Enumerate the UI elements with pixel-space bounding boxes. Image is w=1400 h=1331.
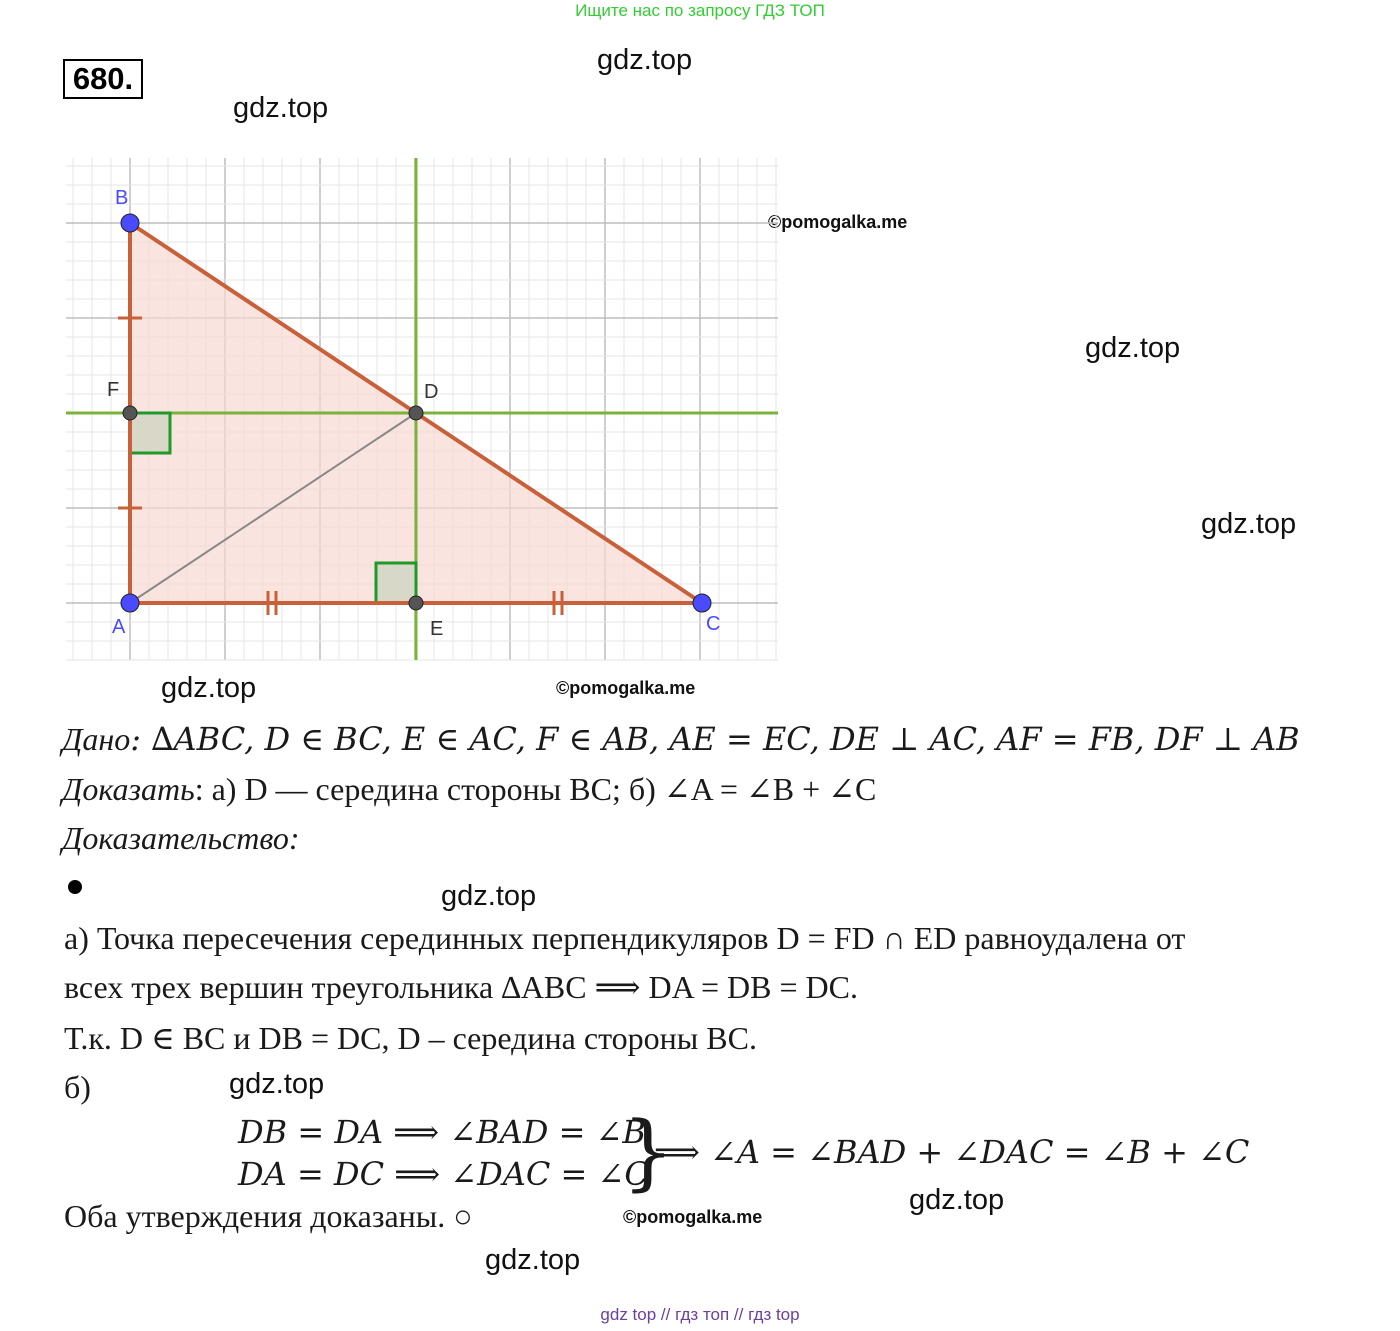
watermark: gdz.top [161, 672, 257, 704]
right-angle-e [376, 563, 416, 603]
watermark: gdz.top [441, 880, 537, 912]
watermark: gdz.top [597, 44, 693, 76]
proof-a-line3: Т.к. D ∈ BC и DB = DC, D – середина стороны BC. [64, 1020, 757, 1056]
proof-label: Доказательство: [62, 820, 300, 856]
label-d: D [424, 381, 439, 403]
proof-a-line2: всех трех вершин треугольника ∆ABC ⟹ DA = DB = DC. [64, 969, 858, 1005]
label-c: C [706, 613, 721, 635]
watermark: gdz.top [485, 1244, 581, 1276]
prove-text: : а) D — середина стороны BC; б) ∠A = ∠B + ∠C [194, 771, 877, 807]
problem-number: 680. [63, 59, 143, 99]
prove-label: Доказать [62, 771, 195, 807]
vertex-b [121, 214, 139, 232]
given-line [62, 719, 1300, 759]
point-f [123, 406, 137, 420]
final-statement: Оба утверждения доказаны. ○ [64, 1198, 473, 1234]
system-line-1: DB = DA ⟹ ∠BAD = ∠B [238, 1113, 646, 1151]
label-b: B [115, 187, 129, 209]
footer-links: gdz top // гдз топ // гдз top [600, 1305, 800, 1324]
triangle-figure [0, 0, 800, 670]
watermark: gdz.top [1085, 332, 1181, 364]
copyright-mark: ©pomogalka.me [623, 1207, 763, 1227]
conclusion: ⟹ ∠A = ∠BAD + ∠DAC = ∠B + ∠C [654, 1133, 1250, 1171]
watermark: gdz.top [229, 1068, 325, 1100]
label-f: F [107, 379, 120, 401]
copyright-mark: ©pomogalka.me [768, 212, 908, 232]
search-banner: Ищите нас по запросу ГДЗ ТОП [575, 1, 825, 20]
label-a: A [112, 616, 126, 638]
watermark: gdz.top [909, 1184, 1005, 1216]
point-e [409, 596, 423, 610]
proof-b-label: б) [64, 1069, 91, 1105]
proof-a-line1: а) Точка пересечения серединных перпендикуляров D = FD ∩ ED равноудалена от [64, 920, 1186, 956]
vertex-a [121, 594, 139, 612]
given-text: : ∆ABC, D ∈ BC, E ∈ AC, F ∈ AB, AE = EC, DE ⊥ AC, AF = FB, DF ⊥ AB [130, 720, 1300, 758]
bullet [68, 880, 82, 894]
label-e: E [430, 618, 444, 640]
prove-line [62, 769, 876, 809]
watermark: gdz.top [233, 92, 329, 124]
given-label: Дано [62, 721, 131, 757]
watermark: gdz.top [1201, 508, 1297, 540]
system-brace: } [622, 1105, 675, 1200]
point-d [409, 406, 423, 420]
system-line-2: DA = DC ⟹ ∠DAC = ∠C [238, 1155, 649, 1193]
right-angle-f [130, 413, 170, 453]
copyright-mark: ©pomogalka.me [556, 678, 696, 698]
vertex-c [693, 594, 711, 612]
